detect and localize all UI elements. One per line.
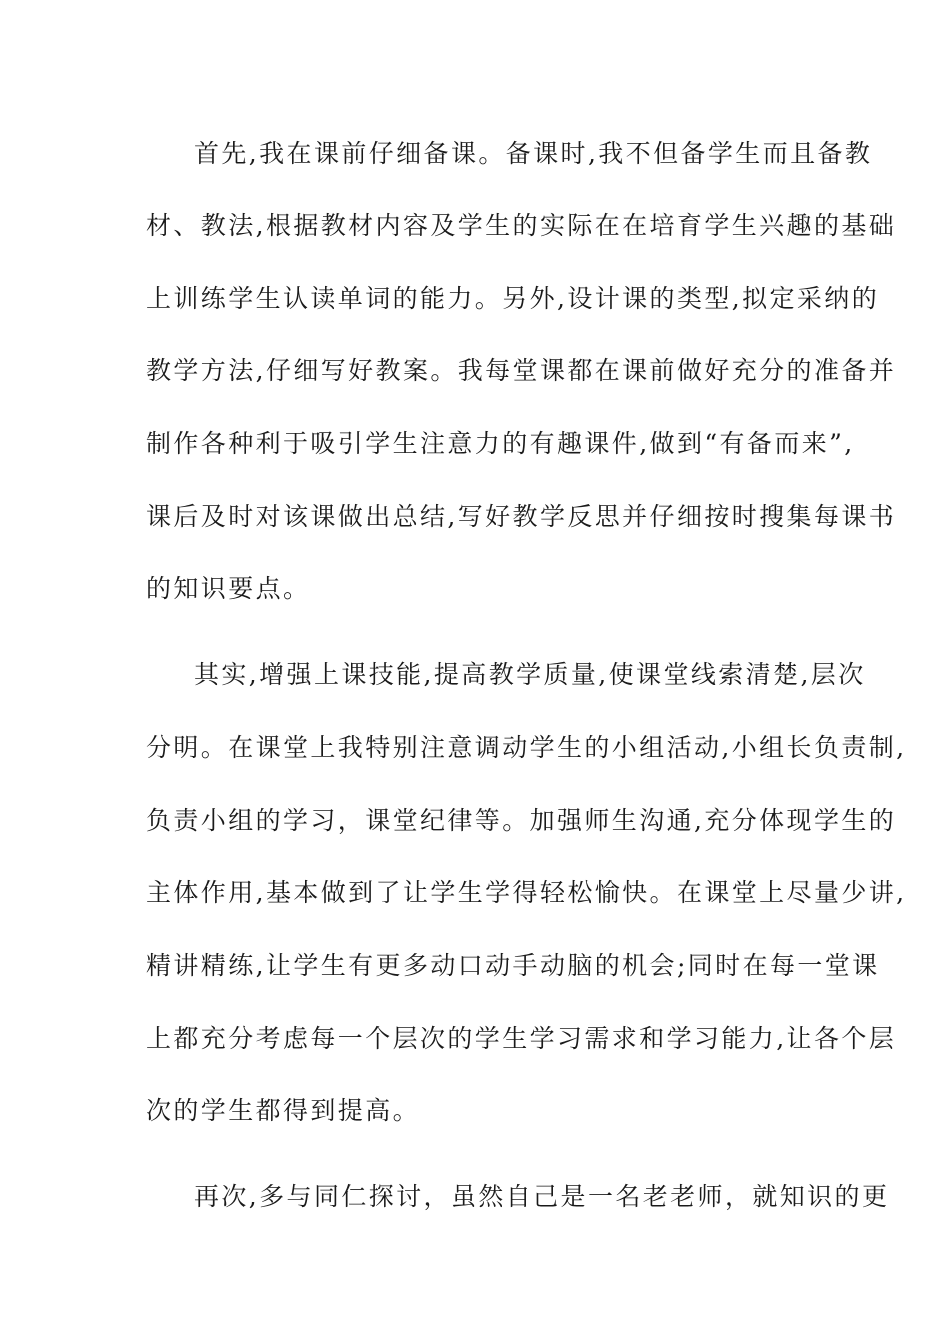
paragraph-2-line-5: 精讲精练,让学生有更多动口动手动脑的机会;同时在每一堂课 — [146, 951, 880, 980]
paragraph-1-line-3: 上训练学生认读单词的能力。另外,设计课的类型,拟定采纳的 — [146, 284, 880, 313]
paragraph-2-line-2: 分明。在课堂上我特别注意调动学生的小组活动,小组长负责制, — [146, 733, 907, 762]
paragraph-2-line-1: 其实,增强上课技能,提高教学质量,使课堂线索清楚,层次 — [194, 660, 866, 689]
paragraph-2-line-3: 负责小组的学习，课堂纪律等。加强师生沟通,充分体现学生的 — [146, 806, 897, 835]
paragraph-2-line-6: 上都充分考虑每一个层次的学生学习需求和学习能力,让各个层 — [146, 1024, 897, 1053]
paragraph-2-line-7: 次的学生都得到提高。 — [146, 1096, 421, 1125]
paragraph-2-line-4: 主体作用,基本做到了让学生学得轻松愉快。在课堂上尽量少讲, — [146, 878, 907, 907]
paragraph-1-line-4: 教学方法,仔细写好教案。我每堂课都在课前做好充分的准备并 — [146, 356, 897, 385]
paragraph-1-line-6: 课后及时对该课做出总结,写好教学反思并仔细按时搜集每课书 — [146, 502, 897, 531]
paragraph-1-line-1: 首先,我在课前仔细备课。备课时,我不但备学生而且备教 — [194, 139, 873, 168]
paragraph-3-line-1: 再次,多与同仁探讨，虽然自己是一名老老师，就知识的更 — [194, 1182, 890, 1211]
paragraph-1-line-2: 材、教法,根据教材内容及学生的实际在在培育学生兴趣的基础 — [146, 211, 897, 240]
paragraph-1-line-7: 的知识要点。 — [146, 574, 311, 603]
paragraph-1-line-5: 制作各种利于吸引学生注意力的有趣课件,做到“有备而来”, — [146, 429, 855, 458]
